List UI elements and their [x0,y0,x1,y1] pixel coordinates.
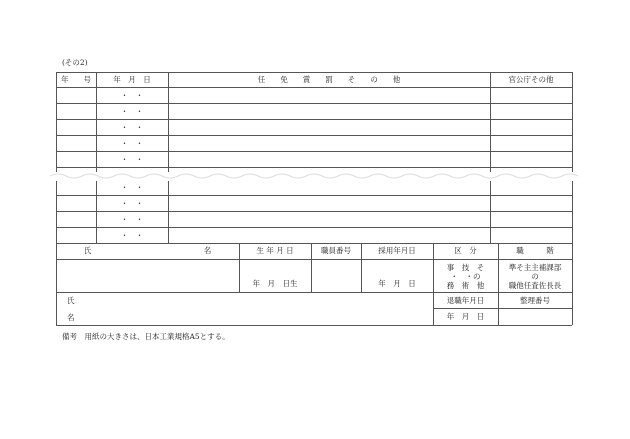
header-category: 区 分 [454,246,477,255]
date-placeholder: ・ ・ [120,155,144,164]
header-date: 年 月 日 [113,75,151,84]
date-placeholder: ・ ・ [120,183,144,192]
birth-value: 年 月 日生 [252,279,298,288]
rank-line: の [531,272,539,281]
retire-header: 退職年月日 [446,296,485,305]
date-placeholder: ・ ・ [120,231,144,240]
rank-line: 準そ主主補課部 [508,263,562,272]
header-rank: 職 階 [516,246,554,255]
category-line: 務 術 他 [446,281,485,290]
header-name: 氏 名 [83,246,212,255]
date-placeholder: ・ ・ [120,215,144,224]
category-line: ・ ・の [450,272,481,281]
header-birth: 生 年 月 日 [256,246,294,255]
header-staff-no: 職員番号 [321,246,351,255]
date-placeholder: ・ ・ [120,107,144,116]
remark: 備考 用紙の大きさは、日本工業規格A5とする。 [62,332,230,341]
file-no-header: 整理番号 [520,296,550,305]
header-hire-date: 採用年月日 [378,246,416,255]
hire-value: 年 月 日 [378,279,416,288]
name-label-bottom: 名 [67,313,75,322]
header-appointment: 任 免 賞 罰 そ の 他 [257,75,401,84]
table-break [50,172,580,181]
header-office: 官公庁その他 [508,75,554,84]
page-label: (その2) [62,58,88,67]
name-label-top: 氏 [67,296,75,305]
date-placeholder: ・ ・ [120,139,144,148]
date-placeholder: ・ ・ [120,91,144,100]
category-line: 事 技 そ [446,263,485,272]
header-year: 年 号 [61,75,91,84]
rank-line: 職他任査佐長長 [508,281,562,290]
retire-value: 年 月 日 [446,312,485,321]
date-placeholder: ・ ・ [120,199,144,208]
date-placeholder: ・ ・ [120,123,144,132]
